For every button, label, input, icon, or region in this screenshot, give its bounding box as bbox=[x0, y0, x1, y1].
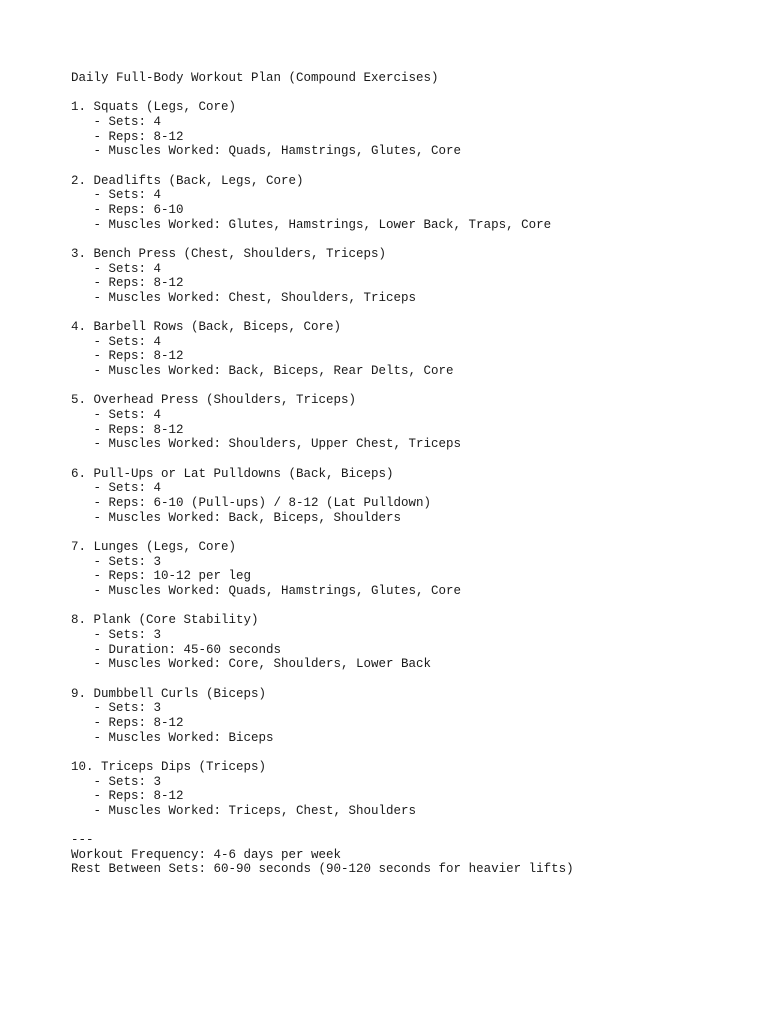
exercise-muscles: - Muscles Worked: Back, Biceps, Shoulders bbox=[93, 510, 402, 525]
exercise-muscles: - Muscles Worked: Quads, Hamstrings, Glutes, Core bbox=[93, 144, 462, 159]
blank-line bbox=[71, 159, 768, 174]
rest-between-sets: Rest Between Sets: 60-90 seconds (90-120 seconds for heavier lifts) bbox=[71, 862, 574, 877]
exercise-item bbox=[71, 540, 768, 613]
exercise-sets: - Sets: 4 bbox=[93, 261, 162, 276]
exercise-sets: - Sets: 4 bbox=[93, 334, 162, 349]
blank-line bbox=[71, 672, 768, 687]
exercise-item bbox=[71, 174, 768, 247]
exercise-heading: 2. Deadlifts (Back, Legs, Core) bbox=[71, 173, 304, 188]
exercise-item bbox=[71, 687, 768, 760]
exercise-heading: 6. Pull-Ups or Lat Pulldowns (Back, Biceps) bbox=[71, 466, 394, 481]
blank-line bbox=[71, 525, 768, 540]
exercise-sets: - Sets: 4 bbox=[93, 481, 162, 496]
exercise-item bbox=[71, 320, 768, 393]
exercise-reps: - Reps: 8-12 bbox=[93, 129, 184, 144]
exercise-sets: - Sets: 4 bbox=[93, 114, 162, 129]
blank-line bbox=[71, 599, 768, 614]
exercise-heading: 5. Overhead Press (Shoulders, Triceps) bbox=[71, 393, 357, 408]
exercise-heading: 7. Lunges (Legs, Core) bbox=[71, 540, 237, 554]
exercise-reps: - Reps: 10-12 per leg bbox=[93, 569, 252, 584]
exercise-heading: 3. Bench Press (Chest, Shoulders, Triceps) bbox=[71, 246, 387, 261]
blank-line bbox=[71, 379, 768, 394]
exercise-item bbox=[71, 467, 768, 540]
exercise-heading: 4. Barbell Rows (Back, Biceps, Core) bbox=[71, 320, 342, 335]
exercise-reps: - Reps: 8-12 bbox=[93, 715, 184, 730]
exercise-reps: - Reps: 8-12 bbox=[93, 422, 184, 437]
exercise-item bbox=[71, 613, 768, 686]
exercise-duration: - Duration: 45-60 seconds bbox=[93, 642, 282, 657]
exercise-item bbox=[71, 393, 768, 466]
exercise-muscles: - Muscles Worked: Quads, Hamstrings, Glutes, Core bbox=[93, 583, 462, 598]
exercise-heading: 10. Triceps Dips (Triceps) bbox=[71, 759, 267, 774]
separator: --- bbox=[71, 833, 94, 848]
exercise-muscles: - Muscles Worked: Core, Shoulders, Lower Back bbox=[93, 657, 432, 672]
exercise-muscles: - Muscles Worked: Chest, Shoulders, Triceps bbox=[93, 290, 417, 305]
exercise-muscles: - Muscles Worked: Shoulders, Upper Chest, Triceps bbox=[93, 437, 462, 452]
workout-frequency: Workout Frequency: 4-6 days per week bbox=[71, 847, 342, 862]
exercise-sets: - Sets: 3 bbox=[93, 701, 162, 716]
exercise-item bbox=[71, 760, 768, 833]
exercise-reps: - Reps: 6-10 bbox=[93, 202, 184, 217]
exercise-reps: - Reps: 8-12 bbox=[93, 276, 184, 291]
exercise-muscles: - Muscles Worked: Triceps, Chest, Shoulders bbox=[93, 803, 417, 818]
exercise-sets: - Sets: 3 bbox=[93, 774, 162, 789]
blank-line bbox=[71, 745, 768, 760]
document-title: Daily Full-Body Workout Plan (Compound Exercises) bbox=[71, 71, 439, 85]
document-page bbox=[71, 71, 768, 877]
exercise-sets: - Sets: 4 bbox=[93, 188, 162, 203]
exercise-sets: - Sets: 3 bbox=[93, 554, 162, 569]
exercise-item bbox=[71, 247, 768, 320]
exercise-reps: - Reps: 8-12 bbox=[93, 349, 184, 364]
blank-line bbox=[71, 232, 768, 247]
exercise-sets: - Sets: 4 bbox=[93, 408, 162, 423]
exercise-item bbox=[71, 100, 768, 173]
exercise-heading: 9. Dumbbell Curls (Biceps) bbox=[71, 686, 267, 701]
exercise-list bbox=[71, 100, 768, 833]
exercise-reps: - Reps: 6-10 (Pull-ups) / 8-12 (Lat Pulldown) bbox=[93, 496, 432, 511]
blank-line bbox=[71, 452, 768, 467]
exercise-heading: 8. Plank (Core Stability) bbox=[71, 613, 259, 628]
exercise-reps: - Reps: 8-12 bbox=[93, 789, 184, 804]
blank-line bbox=[71, 86, 768, 101]
blank-line bbox=[71, 306, 768, 321]
exercise-sets: - Sets: 3 bbox=[93, 627, 162, 642]
exercise-muscles: - Muscles Worked: Back, Biceps, Rear Delts, Core bbox=[93, 364, 454, 379]
exercise-muscles: - Muscles Worked: Glutes, Hamstrings, Lower Back, Traps, Core bbox=[93, 217, 552, 232]
exercise-muscles: - Muscles Worked: Biceps bbox=[93, 730, 274, 745]
blank-line bbox=[71, 818, 768, 833]
exercise-heading: 1. Squats (Legs, Core) bbox=[71, 100, 237, 115]
